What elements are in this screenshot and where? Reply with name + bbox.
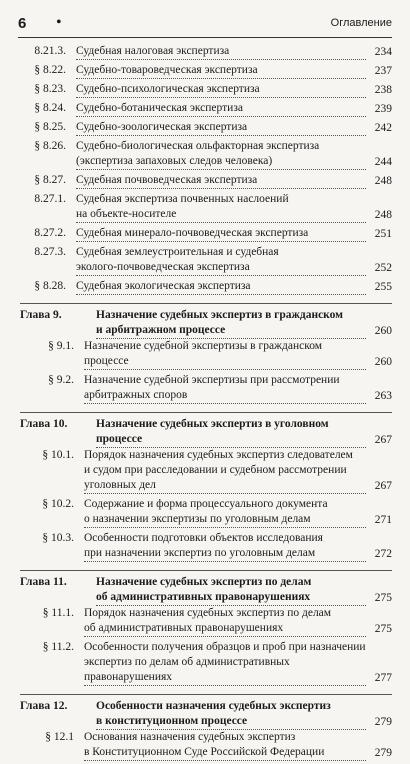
toc-entry bbox=[20, 730, 392, 761]
entry-title-line: уголовных дел bbox=[84, 478, 366, 494]
toc-entry bbox=[20, 226, 392, 242]
entry-title bbox=[84, 339, 366, 370]
entry-title bbox=[76, 120, 366, 136]
entry-title-line: арбитражных споров bbox=[84, 388, 366, 404]
entry-title bbox=[84, 373, 366, 404]
entry-page: 239 bbox=[374, 103, 392, 115]
chapter-title-line: Назначение судебных экспертиз по делам bbox=[96, 576, 312, 588]
toc-entry bbox=[20, 44, 392, 60]
entry-page: 267 bbox=[374, 480, 392, 492]
entry-title-line: Судебно-психологическая экспертиза bbox=[76, 82, 366, 98]
page-header bbox=[18, 15, 392, 38]
entry-title bbox=[84, 497, 366, 528]
entry-title-line: об административных правонарушениях bbox=[84, 621, 366, 637]
entry-title bbox=[76, 173, 366, 189]
toc-entry bbox=[20, 120, 392, 136]
entry-number: § 8.22. bbox=[34, 64, 66, 76]
entry-title-line: правонарушениях bbox=[84, 670, 366, 686]
entry-title bbox=[84, 448, 366, 494]
entry-page: 238 bbox=[374, 84, 392, 96]
entry-title bbox=[76, 226, 366, 242]
entry-title bbox=[76, 139, 366, 170]
chapter-heading bbox=[20, 303, 392, 339]
entry-page: 275 bbox=[374, 623, 392, 635]
entry-title bbox=[76, 192, 366, 223]
toc-entry bbox=[20, 279, 392, 295]
entry-title-line: Особенности подготовки объектов исследования bbox=[84, 532, 323, 544]
entry-number: § 8.25. bbox=[34, 121, 66, 133]
chapter-page: 267 bbox=[374, 434, 392, 446]
toc-entry bbox=[20, 139, 392, 170]
entry-page: 234 bbox=[374, 46, 392, 58]
chapter-title bbox=[96, 575, 366, 606]
entry-title-line: (экспертиза запаховых следов человека) bbox=[76, 154, 366, 170]
entry-title bbox=[84, 640, 366, 686]
entry-page: 272 bbox=[374, 548, 392, 560]
section-number: § 9.1. bbox=[48, 340, 74, 352]
entry-page: 237 bbox=[374, 65, 392, 77]
entry-page: 255 bbox=[374, 281, 392, 293]
section-number: § 10.2. bbox=[42, 498, 74, 510]
entry-title-line: экспертиз по делам об административных bbox=[84, 656, 290, 668]
entry-title-line: Судебная минерало-почвоведческая экспертиза bbox=[76, 226, 366, 242]
entry-title-line: Судебно-биологическая ольфакторная экспертиза bbox=[76, 140, 320, 152]
entry-title-line: Назначение судебной экспертизы в гражданском процессе bbox=[84, 339, 366, 370]
entry-title-line: в Конституционном Суде Российской Федерации bbox=[84, 745, 366, 761]
entry-title bbox=[76, 44, 366, 60]
entry-page: 248 bbox=[374, 209, 392, 221]
section-number: § 11.1. bbox=[42, 607, 74, 619]
chapter-page: 279 bbox=[374, 716, 392, 728]
chapter-title-line: в конституционном процессе bbox=[96, 714, 366, 730]
entry-number: § 8.27. bbox=[34, 174, 66, 186]
chapter-title bbox=[96, 417, 366, 448]
entry-page: 263 bbox=[374, 390, 392, 402]
chapter-heading bbox=[20, 694, 392, 730]
chapter-heading bbox=[20, 570, 392, 606]
chapter-title-line: об административных правонарушениях bbox=[96, 590, 366, 606]
toc-entry bbox=[20, 339, 392, 370]
chapter-heading bbox=[20, 412, 392, 448]
entry-title-line: Особенности получения образцов и проб при назначении bbox=[84, 641, 366, 653]
entry-title bbox=[76, 63, 366, 79]
entry-title-line: о назначении экспертизы по уголовным делам bbox=[84, 512, 366, 528]
chapter-label: Глава 9. bbox=[20, 309, 62, 321]
entry-page: 251 bbox=[374, 228, 392, 240]
chapter-title bbox=[96, 308, 366, 339]
entry-title bbox=[76, 245, 366, 276]
toc-entry bbox=[20, 640, 392, 686]
table-of-contents bbox=[20, 44, 392, 764]
entry-title-line: Судебная почвоведческая экспертиза bbox=[76, 173, 366, 189]
chapter-label: Глава 10. bbox=[20, 418, 68, 430]
chapter-label: Глава 12. bbox=[20, 700, 68, 712]
toc-entry bbox=[20, 606, 392, 637]
toc-entry bbox=[20, 101, 392, 117]
section-number: § 11.2. bbox=[42, 641, 74, 653]
entry-page: 242 bbox=[374, 122, 392, 134]
entry-title bbox=[84, 606, 366, 637]
toc-entry bbox=[20, 497, 392, 528]
page-number: 6 bbox=[18, 15, 27, 32]
entry-title bbox=[84, 730, 366, 761]
entry-number: § 8.24. bbox=[34, 102, 66, 114]
toc-entry bbox=[20, 531, 392, 562]
entry-title bbox=[76, 101, 366, 117]
entry-page: 277 bbox=[374, 672, 392, 684]
entry-title-line: Порядок назначения судебных экспертиз следователем bbox=[84, 449, 353, 461]
entry-title-line: Судебно-товароведческая экспертиза bbox=[76, 63, 366, 79]
chapter-title bbox=[96, 699, 366, 730]
section-number: § 10.1. bbox=[42, 449, 74, 461]
entry-title-line: на объекте-носителе bbox=[76, 207, 366, 223]
entry-title bbox=[76, 82, 366, 98]
entry-page: 271 bbox=[374, 514, 392, 526]
chapter-title-line: Назначение судебных экспертиз в гражданском bbox=[96, 309, 344, 321]
entry-number: 8.27.1. bbox=[34, 193, 66, 205]
running-title: Оглавление bbox=[330, 17, 392, 29]
entry-page: 248 bbox=[374, 175, 392, 187]
entry-number: § 8.23. bbox=[34, 83, 66, 95]
chapter-title-line: Особенности назначения судебных экспертиз bbox=[96, 700, 331, 712]
entry-number: § 8.28. bbox=[34, 280, 66, 292]
entry-page: 260 bbox=[374, 356, 392, 368]
entry-title-line: при назначении экспертиз по уголовным делам bbox=[84, 546, 366, 562]
section-number: § 12.1 bbox=[45, 731, 74, 743]
entry-title-line: Судебная экологическая экспертиза bbox=[76, 279, 366, 295]
entry-title-line: Порядок назначения судебных экспертиз по делам bbox=[84, 607, 332, 619]
entry-page: 279 bbox=[374, 747, 392, 759]
chapter-title-line: Назначение судебных экспертиз в уголовном процессе bbox=[96, 417, 366, 448]
entry-title-line: и судом при расследовании и судебном рассмотрении bbox=[84, 464, 347, 476]
entry-number: 8.27.2. bbox=[34, 227, 66, 239]
section-number: § 9.2. bbox=[48, 374, 74, 386]
header-bullet: • bbox=[56, 14, 62, 31]
toc-entry bbox=[20, 173, 392, 189]
chapter-page: 275 bbox=[374, 592, 392, 604]
entry-number: 8.21.3. bbox=[34, 45, 66, 57]
chapter-page: 260 bbox=[374, 325, 392, 337]
toc-entry bbox=[20, 63, 392, 79]
toc-entry bbox=[20, 448, 392, 494]
entry-title bbox=[76, 279, 366, 295]
entry-title-line: Судебно-зоологическая экспертиза bbox=[76, 120, 366, 136]
entry-page: 252 bbox=[374, 262, 392, 274]
chapter-title-line: и арбитражном процессе bbox=[96, 323, 366, 339]
toc-entry bbox=[20, 192, 392, 223]
toc-entry bbox=[20, 82, 392, 98]
entry-title-line: Судебно-ботаническая экспертиза bbox=[76, 101, 366, 117]
entry-number: 8.27.3. bbox=[34, 246, 66, 258]
entry-page: 244 bbox=[374, 156, 392, 168]
section-number: § 10.3. bbox=[42, 532, 74, 544]
entry-title-line: Судебная землеустроительная и судебная bbox=[76, 246, 279, 258]
toc-entry bbox=[20, 373, 392, 404]
entry-title-line: Судебная налоговая экспертиза bbox=[76, 44, 366, 60]
chapter-label: Глава 11. bbox=[20, 576, 67, 588]
entry-title bbox=[84, 531, 366, 562]
toc-entry bbox=[20, 245, 392, 276]
entry-title-line: Судебная экспертиза почвенных наслоений bbox=[76, 193, 289, 205]
entry-title-line: Содержание и форма процессуального документа bbox=[84, 498, 328, 510]
entry-title-line: эколого-почвоведческая экспертиза bbox=[76, 260, 366, 276]
entry-title-line: Основания назначения судебных экспертиз bbox=[84, 731, 296, 743]
entry-title-line: Назначение судебной экспертизы при рассмотрении bbox=[84, 374, 340, 386]
entry-number: § 8.26. bbox=[34, 140, 66, 152]
